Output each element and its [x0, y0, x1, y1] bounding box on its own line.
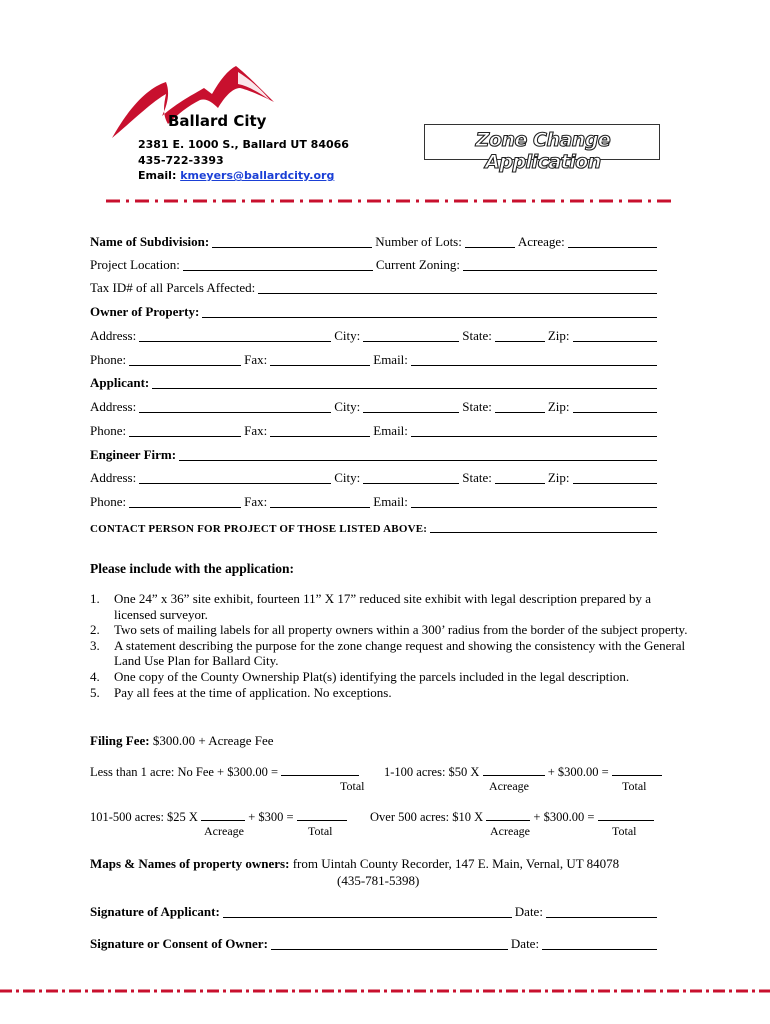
list-item — [90, 638, 690, 669]
tier-4-total-field[interactable] — [598, 809, 654, 821]
owner-signature-label: Signature or Consent of Owner: — [90, 936, 268, 951]
engineer-row — [90, 445, 657, 463]
owner-row — [90, 302, 657, 320]
location-row — [90, 255, 657, 273]
tier-4-total-caption: Total — [612, 824, 637, 838]
fee-tier-2 — [384, 764, 662, 780]
acreage-label: Acreage: — [517, 234, 565, 249]
tier-2-total-field[interactable] — [612, 764, 662, 776]
state-label: State: — [462, 399, 492, 414]
applicant-row — [90, 373, 657, 391]
state-label: State: — [462, 470, 492, 485]
list-number: 3. — [90, 637, 100, 653]
phone-label: Phone: — [90, 352, 127, 367]
email-link[interactable]: kmeyers@ballardcity.org — [180, 169, 335, 182]
city-address: 2381 E. 1000 S., Ballard UT 84066 — [138, 138, 349, 151]
tier-2-total-caption: Total — [622, 779, 647, 793]
owner-fax-field[interactable] — [270, 353, 370, 366]
maps-text: from Uintah County Recorder, 147 E. Main, Vernal, UT 84078 — [292, 856, 620, 871]
list-item — [90, 685, 690, 701]
tier-3-acreage-caption: Acreage — [204, 824, 244, 838]
tier-2-acreage-field[interactable] — [483, 764, 545, 776]
city-label: City: — [334, 399, 361, 414]
owner-field[interactable] — [202, 305, 657, 318]
list-number: 1. — [90, 591, 100, 606]
applicant-field[interactable] — [152, 376, 657, 389]
owner-city-field[interactable] — [363, 329, 459, 342]
date-label: Date: — [510, 936, 540, 951]
owner-signature-field[interactable] — [271, 937, 508, 950]
tier-2-acreage-caption: Acreage — [489, 779, 529, 793]
applicant-signature-row — [90, 902, 657, 920]
phone-label: Phone: — [90, 423, 127, 438]
fee-tier-4 — [370, 809, 654, 825]
lots-field[interactable] — [465, 235, 515, 248]
applicant-state-field[interactable] — [495, 400, 545, 413]
owner-date-field[interactable] — [542, 937, 657, 950]
top-divider — [106, 199, 672, 203]
city-name: Ballard City — [168, 112, 267, 130]
contact-row — [90, 517, 657, 535]
engineer-fax-field[interactable] — [270, 495, 370, 508]
fee-tier-3-text-a: 101-500 acres: $25 X — [90, 810, 198, 824]
subdivision-field[interactable] — [212, 235, 372, 248]
owner-state-field[interactable] — [495, 329, 545, 342]
tier-1-total-field[interactable] — [281, 764, 359, 776]
fax-label: Fax: — [244, 494, 268, 509]
date-label: Date: — [514, 904, 543, 919]
zoning-field[interactable] — [463, 258, 657, 271]
fax-label: Fax: — [244, 423, 268, 438]
applicant-phone-field[interactable] — [129, 424, 241, 437]
email-label: Email: — [373, 352, 408, 367]
tax-field[interactable] — [258, 281, 657, 294]
fee-tier-2-text-b: + $300.00 = — [547, 765, 609, 779]
maps-label: Maps & Names of property owners: — [90, 856, 290, 871]
list-number: 5. — [90, 684, 100, 700]
bottom-divider — [0, 989, 770, 993]
location-label: Project Location: — [90, 257, 180, 272]
zip-label: Zip: — [547, 399, 570, 414]
tier-3-total-field[interactable] — [297, 809, 347, 821]
owner-phone-field[interactable] — [129, 353, 241, 366]
engineer-field[interactable] — [179, 448, 657, 461]
zip-label: Zip: — [547, 328, 570, 343]
engineer-city-field[interactable] — [363, 471, 459, 484]
applicant-address-field[interactable] — [139, 400, 331, 413]
email-label: Email: — [373, 494, 408, 509]
filing-fee-value: $300.00 + Acreage Fee — [152, 733, 274, 748]
city-label: City: — [334, 470, 361, 485]
fee-tier-1-text: Less than 1 acre: No Fee + $300.00 = — [90, 765, 279, 779]
tier-3-total-caption: Total — [308, 824, 333, 838]
list-item — [90, 669, 690, 685]
applicant-zip-field[interactable] — [573, 400, 657, 413]
applicant-phone-row — [90, 421, 657, 439]
owner-zip-field[interactable] — [573, 329, 657, 342]
requirements-list — [90, 591, 690, 700]
fee-tier-2-text-a: 1-100 acres: $50 X — [384, 765, 480, 779]
owner-signature-row — [90, 934, 657, 952]
engineer-address-field[interactable] — [139, 471, 331, 484]
fee-tier-4-text-b: + $300.00 = — [533, 810, 595, 824]
ballard-city-logo — [108, 58, 288, 148]
applicant-label: Applicant: — [90, 375, 150, 390]
list-text: Pay all fees at the time of application. No exceptions. — [114, 684, 392, 700]
fee-tier-3-text-b: + $300 = — [248, 810, 294, 824]
tier-1-total-caption: Total — [340, 779, 365, 793]
list-text: One 24” x 36” site exhibit, fourteen 11” X 17” reduced site exhibit with legal description prepared by a licensed surveyor. — [114, 591, 652, 622]
page-title: Zone Change Application — [475, 129, 611, 173]
fee-tier-3 — [90, 809, 347, 825]
list-number: 4. — [90, 668, 100, 684]
address-label: Address: — [90, 399, 137, 414]
filing-fee-label: Filing Fee: — [90, 733, 150, 748]
engineer-phone-row — [90, 492, 657, 510]
owner-address-row — [90, 326, 657, 344]
tax-row — [90, 278, 657, 296]
zoning-label: Current Zoning: — [375, 257, 461, 272]
requirements-title: Please include with the application: — [90, 561, 295, 576]
owner-label: Owner of Property: — [90, 304, 200, 319]
applicant-city-field[interactable] — [363, 400, 459, 413]
state-label: State: — [462, 328, 492, 343]
contact-field[interactable] — [430, 520, 657, 533]
email-label: Email: — [138, 169, 177, 182]
city-label: City: — [334, 328, 361, 343]
phone-label: Phone: — [90, 494, 127, 509]
email-label: Email: — [373, 423, 408, 438]
engineer-address-row — [90, 468, 657, 486]
applicant-fax-field[interactable] — [270, 424, 370, 437]
tier-4-acreage-field[interactable] — [486, 809, 530, 821]
fee-tier-4-text-a: Over 500 acres: $10 X — [370, 810, 484, 824]
maps-note — [90, 856, 690, 872]
list-item — [90, 591, 690, 622]
applicant-signature-label: Signature of Applicant: — [90, 904, 220, 919]
engineer-state-field[interactable] — [495, 471, 545, 484]
list-text: Two sets of mailing labels for all property owners within a 300’ radius from the border of the subject property. — [114, 622, 688, 638]
filing-fee — [90, 733, 274, 749]
tier-4-acreage-caption: Acreage — [490, 824, 530, 838]
list-item — [90, 622, 690, 638]
tax-label: Tax ID# of all Parcels Affected: — [90, 280, 256, 295]
location-field[interactable] — [183, 258, 373, 271]
applicant-signature-field[interactable] — [223, 905, 512, 918]
list-text: One copy of the County Ownership Plat(s) identifying the parcels included in the legal description. — [114, 668, 630, 684]
engineer-label: Engineer Firm: — [90, 447, 177, 462]
maps-phone: (435-781-5398) — [337, 873, 420, 888]
list-number: 2. — [90, 622, 100, 638]
address-label: Address: — [90, 328, 137, 343]
address-label: Address: — [90, 470, 137, 485]
applicant-address-row — [90, 397, 657, 415]
city-contact-block — [138, 137, 349, 184]
city-phone: 435-722-3393 — [138, 153, 224, 167]
fee-tier-1 — [90, 764, 359, 780]
owner-address-field[interactable] — [139, 329, 331, 342]
zip-label: Zip: — [547, 470, 570, 485]
list-text: A statement describing the purpose for the zone change request and showing the consistency with the General Land Use Plan for Ballard City. — [114, 637, 686, 669]
engineer-phone-field[interactable] — [129, 495, 241, 508]
contact-label: CONTACT PERSON FOR PROJECT OF THOSE LISTED ABOVE: — [90, 523, 428, 535]
engineer-zip-field[interactable] — [573, 471, 657, 484]
owner-email-field[interactable] — [411, 353, 657, 366]
applicant-date-field[interactable] — [546, 905, 657, 918]
subdivision-label: Name of Subdivision: — [90, 234, 210, 249]
tier-3-acreage-field[interactable] — [201, 809, 245, 821]
fax-label: Fax: — [244, 352, 268, 367]
applicant-email-field[interactable] — [411, 424, 657, 437]
owner-phone-row — [90, 350, 657, 368]
engineer-email-field[interactable] — [411, 495, 657, 508]
subdivision-row — [90, 232, 657, 250]
acreage-field[interactable] — [568, 235, 657, 248]
lots-label: Number of Lots: — [375, 234, 462, 249]
